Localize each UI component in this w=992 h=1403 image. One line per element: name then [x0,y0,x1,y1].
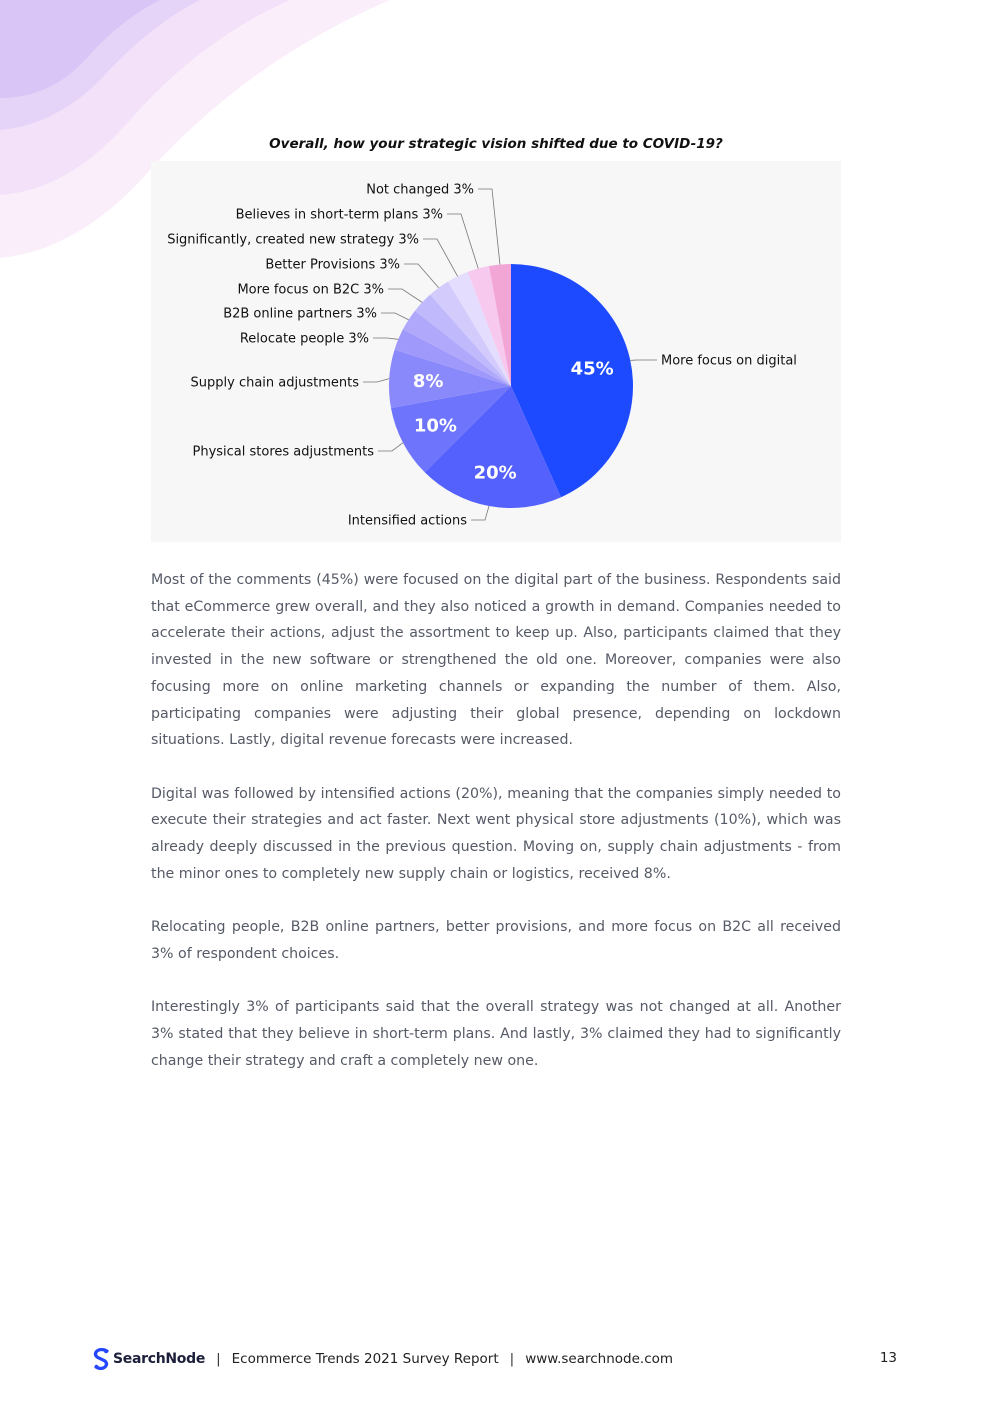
pie-chart [151,161,841,542]
slice-percent-label: 45% [570,358,614,380]
pie-chart-panel [151,161,841,542]
slice-category-label: Better Provisions 3% [265,257,400,273]
slice-category-label: B2B online partners 3% [223,306,377,322]
leader-line [381,313,409,320]
website-link[interactable]: www.searchnode.com [525,1351,674,1367]
leader-line [363,379,389,382]
searchnode-logo-icon [93,1348,110,1370]
slice-percent-label: 8% [412,370,444,392]
paragraph: Relocating people, B2B online partners, better provisions, and more focus on B2C all received 3% of respondent choices. [151,919,841,962]
body-text [151,567,841,1101]
leader-line [404,264,439,288]
paragraph: Most of the comments (45%) were focused on the digital part of the business. Respondents said that eCommerce grew overall, and they also noticed a growth in demand. Companies needed to accelerate their actions, adjust the assortment to keep up. Also, participants claimed that they invested in the new software or strengthened the old one. Moreover, companies were also focusing more on online marketing channels or expanding the number of them. Also, participating companies were adjusting their global presence, depending on lockdown situations. Lastly, digital revenue forecasts were increased. [151,572,841,749]
searchnode-logo [93,1348,205,1370]
leader-line [447,214,478,268]
page-number: 13 [879,1350,897,1366]
leader-line [388,289,422,302]
slice-category-label: More focus on digital [661,353,797,369]
slice-category-label: Relocate people 3% [239,331,369,347]
slice-percent-label: 20% [473,462,517,484]
paragraph: Digital was followed by intensified actions (20%), meaning that the companies simply needed to execute their strategies and act faster. Next went physical store adjustments (10%), which was already deeply discussed in the previous question. Moving on, supply chain adjustments - from the minor ones to completely new supply chain or logistics, received 8%. [151,785,841,882]
leader-line [378,443,403,451]
leader-line [423,239,458,276]
separator: | [509,1351,515,1367]
footer [93,1347,899,1371]
slice-category-label: Supply chain adjustments [190,375,359,391]
leader-line [373,338,398,339]
chart-title: Overall, how your strategic vision shifted due to COVID-19? [269,136,723,152]
leader-line [478,189,500,265]
slice-percent-label: 10% [413,415,457,437]
separator: | [216,1351,221,1367]
slice-category-label: Physical stores adjustments [192,444,374,460]
report-title: Ecommerce Trends 2021 Survey Report [231,1351,499,1367]
paragraph: Interestingly 3% of participants said that the overall strategy was not changed at all. Another 3% stated that they believe in short-term plans. And lastly, 3% claimed they had to significantly change their strategy and craft a completely new one. [151,999,841,1069]
slice-category-label: Not changed 3% [366,182,474,198]
slice-category-label: Believes in short-term plans 3% [235,207,443,223]
slice-category-label: Significantly, created new strategy 3% [167,232,419,248]
leader-line [471,506,489,520]
slice-category-label: Intensified actions [347,513,467,529]
logo-text: SearchNode [113,1351,206,1367]
slice-category-label: More focus on B2C 3% [237,282,384,298]
